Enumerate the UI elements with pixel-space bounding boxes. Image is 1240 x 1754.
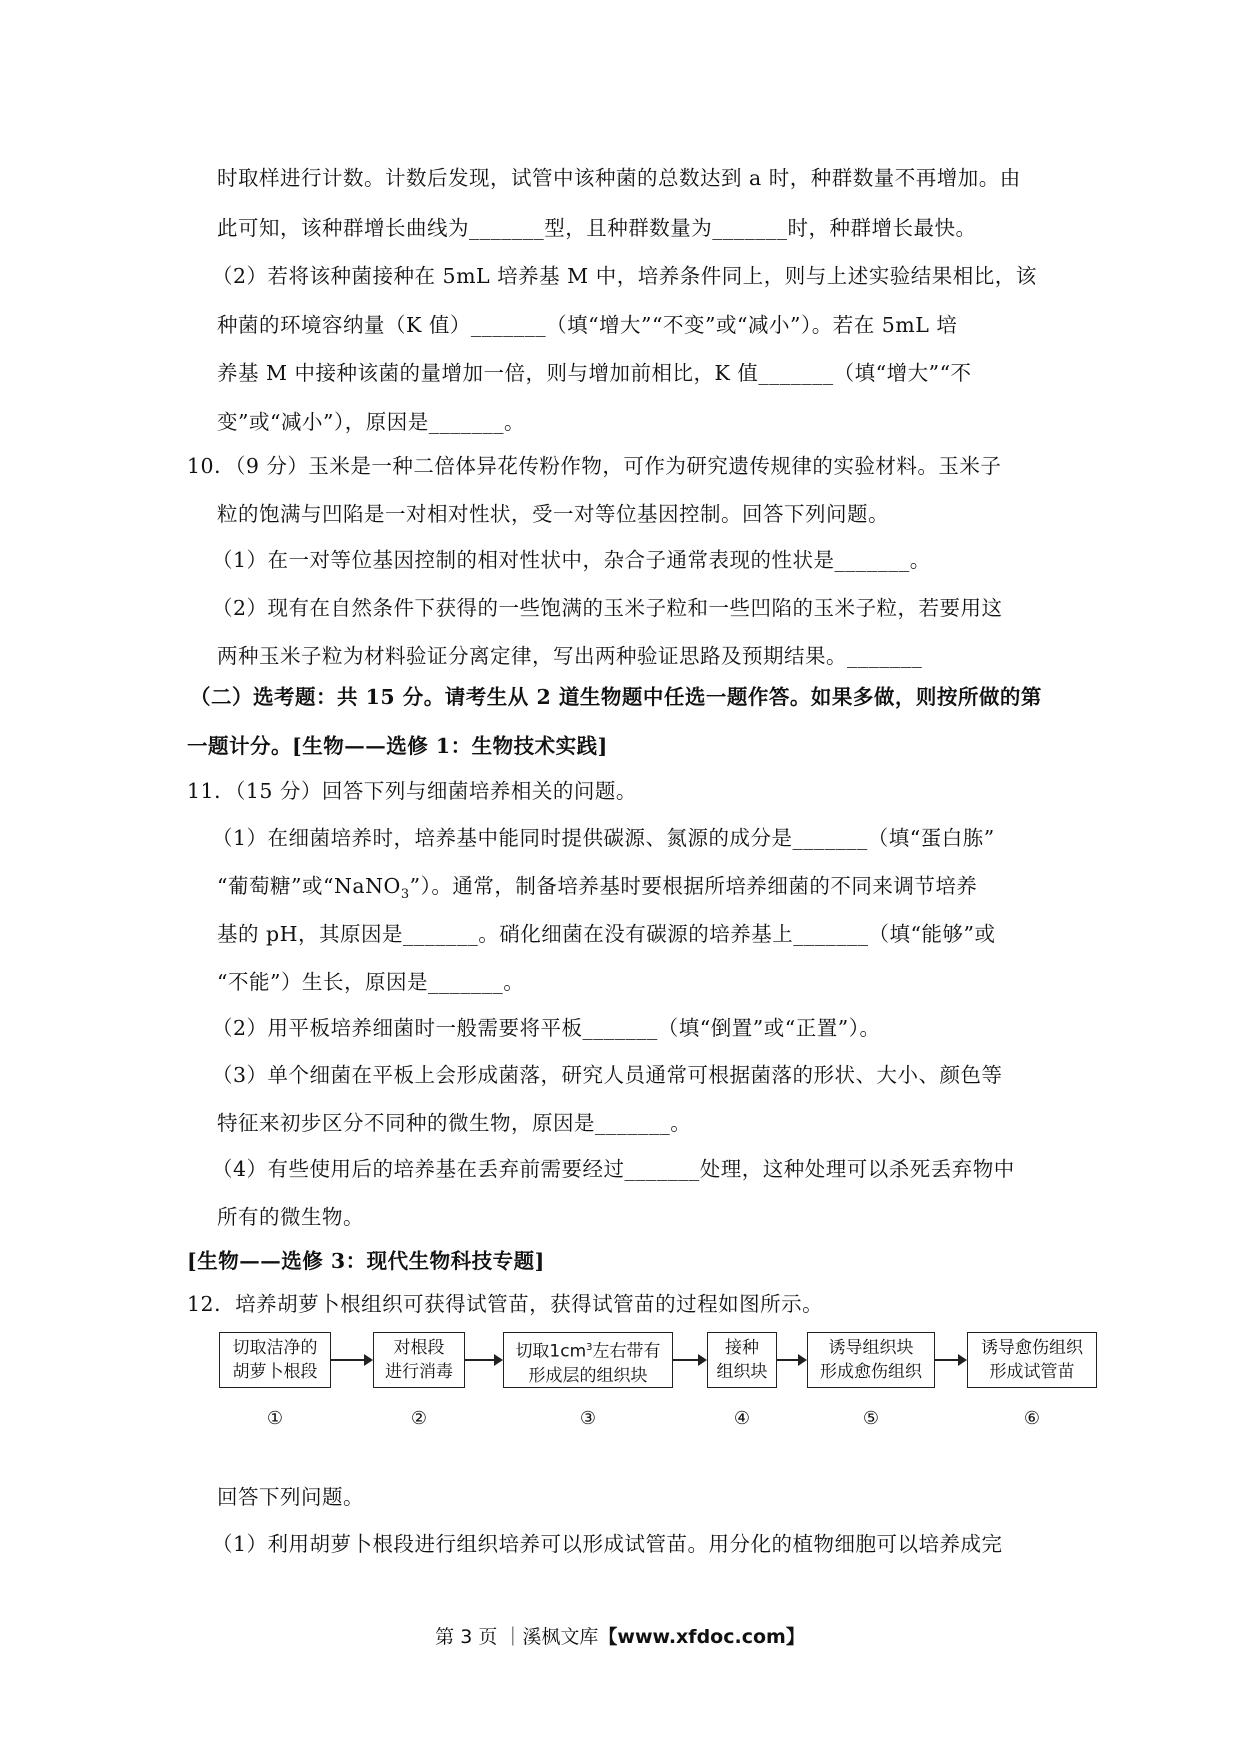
question-10: 10．（9 分）玉米是一种二倍体异花传粉作物，可作为研究遗传规律的实验材料。玉米子 xyxy=(187,454,1002,478)
question-11: 11．（15 分）回答下列与细菌培养相关的问题。 xyxy=(187,779,637,803)
arrow-icon xyxy=(673,1359,705,1361)
footer-link[interactable]: 【www.xfdoc.com】 xyxy=(598,1626,805,1648)
arrow-icon xyxy=(331,1359,371,1361)
text-line: 基的 pH，其原因是_______。硝化细菌在没有碳源的培养基上_______（填“能够”或 xyxy=(217,922,996,946)
flow-box-text: 对根段 xyxy=(393,1338,445,1358)
step-number: ⑤ xyxy=(862,1408,880,1429)
flow-box-text: 组织块 xyxy=(716,1362,768,1382)
text-line: （2）若将该种菌接种在 5mL 培养基 M 中，培养条件同上，则与上述实验结果相比，该 xyxy=(212,264,1037,288)
text-line: （1）利用胡萝卜根段进行组织培养可以形成试管苗。用分化的植物细胞可以培养成完 xyxy=(212,1532,1003,1556)
text-line: （2）现有在自然条件下获得的一些饱满的玉米子粒和一些凹陷的玉米子粒，若要用这 xyxy=(212,596,1003,620)
flow-box-4 xyxy=(707,1332,777,1388)
step-number: ③ xyxy=(579,1408,597,1429)
subscript: 3 xyxy=(400,887,410,903)
text-line: “不能”）生长，原因是_______。 xyxy=(217,970,525,994)
flow-box-text: 形成试管苗 xyxy=(989,1362,1075,1382)
flow-box-text: 形成愈伤组织 xyxy=(820,1362,922,1382)
flow-box-text: 切取1cm xyxy=(515,1341,587,1362)
superscript: 3 xyxy=(586,1342,593,1353)
question-12: 12．培养胡萝卜根组织可获得试管苗，获得试管苗的过程如图所示。 xyxy=(187,1292,824,1316)
text-line: 两种玉米子粒为材料验证分离定律，写出两种验证思路及预期结果。_______ xyxy=(217,644,923,668)
text-line: 变”或“减小”），原因是_______。 xyxy=(217,410,525,434)
arrow-icon xyxy=(935,1359,965,1361)
text-line: 回答下列问题。 xyxy=(217,1485,364,1509)
section-heading: 一题计分。[生物——选修 1：生物技术实践] xyxy=(187,734,608,758)
text-line: 种菌的环境容纳量（K 值）_______（填“增大”“不变”或“减小”）。若在 5mL 培 xyxy=(217,313,958,337)
text-line xyxy=(217,872,977,909)
step-number: ② xyxy=(410,1408,428,1429)
flow-box-text: 接种 xyxy=(725,1338,759,1358)
page-number: 第 3 页 ｜溪枫文库 xyxy=(435,1626,599,1648)
flow-box-2 xyxy=(373,1332,465,1388)
text-line: 特征来初步区分不同种的微生物，原因是_______。 xyxy=(217,1111,692,1135)
process-flow-diagram xyxy=(219,1332,1083,1442)
text-line: （2）用平板培养细菌时一般需要将平板_______（填“倒置”或“正置”）。 xyxy=(212,1016,881,1040)
text-line: （1）在细菌培养时，培养基中能同时提供碳源、氮源的成分是_______（填“蛋白胨” xyxy=(212,826,995,850)
section-heading: [生物——选修 3：现代生物科技专题] xyxy=(187,1249,545,1273)
section-heading: （二）选考题：共 15 分。请考生从 2 道生物题中任选一题作答。如果多做，则按所做的第 xyxy=(190,685,1042,709)
flow-box-text: 胡萝卜根段 xyxy=(232,1362,318,1382)
text-line: （3）单个细菌在平板上会形成菌落，研究人员通常可根据菌落的形状、大小、颜色等 xyxy=(212,1063,1003,1087)
flow-box-text: 切取洁净的 xyxy=(232,1338,318,1358)
flow-box-text: 诱导愈伤组织 xyxy=(981,1338,1083,1358)
flow-box-text: 进行消毒 xyxy=(385,1362,453,1382)
arrow-icon xyxy=(777,1359,805,1361)
step-number: ④ xyxy=(733,1408,751,1429)
step-number: ⑥ xyxy=(1023,1408,1041,1429)
text-line: 时取样进行计数。计数后发现，试管中该种菌的总数达到 a 时，种群数量不再增加。由 xyxy=(217,166,1021,190)
flow-box-text: 诱导组织块 xyxy=(828,1338,914,1358)
text-line: 所有的微生物。 xyxy=(217,1205,364,1229)
arrow-icon xyxy=(465,1359,501,1361)
flow-box-3 xyxy=(503,1332,673,1388)
text-line: 养基 M 中接种该菌的量增加一倍，则与增加前相比，K 值_______（填“增大”“不 xyxy=(217,361,972,385)
text-line: （4）有些使用后的培养基在丢弃前需要经过_______处理，这种处理可以杀死丢弃物中 xyxy=(212,1157,1015,1181)
text-fragment: “葡萄糖”或“NaNO xyxy=(217,874,401,898)
flow-box-6 xyxy=(967,1332,1097,1388)
text-line: 粒的饱满与凹陷是一对相对性状，受一对等位基因控制。回答下列问题。 xyxy=(217,502,889,526)
text-fragment: ”）。通常，制备培养基时要根据所培养细菌的不同来调节培养 xyxy=(409,874,978,898)
flow-box-text: 左右带有 xyxy=(592,1341,661,1362)
page-footer xyxy=(0,1622,1240,1649)
text-line: （1）在一对等位基因控制的相对性状中，杂合子通常表现的性状是_______。 xyxy=(212,548,931,572)
text-line: 此可知，该种群增长曲线为_______型，且种群数量为_______时，种群增长最快。 xyxy=(217,216,977,240)
flow-box-text xyxy=(504,1336,672,1364)
flow-box-5 xyxy=(807,1332,935,1388)
flow-box-text: 形成层的组织块 xyxy=(528,1365,648,1386)
flow-box-1 xyxy=(219,1332,331,1388)
step-number: ① xyxy=(266,1408,284,1429)
